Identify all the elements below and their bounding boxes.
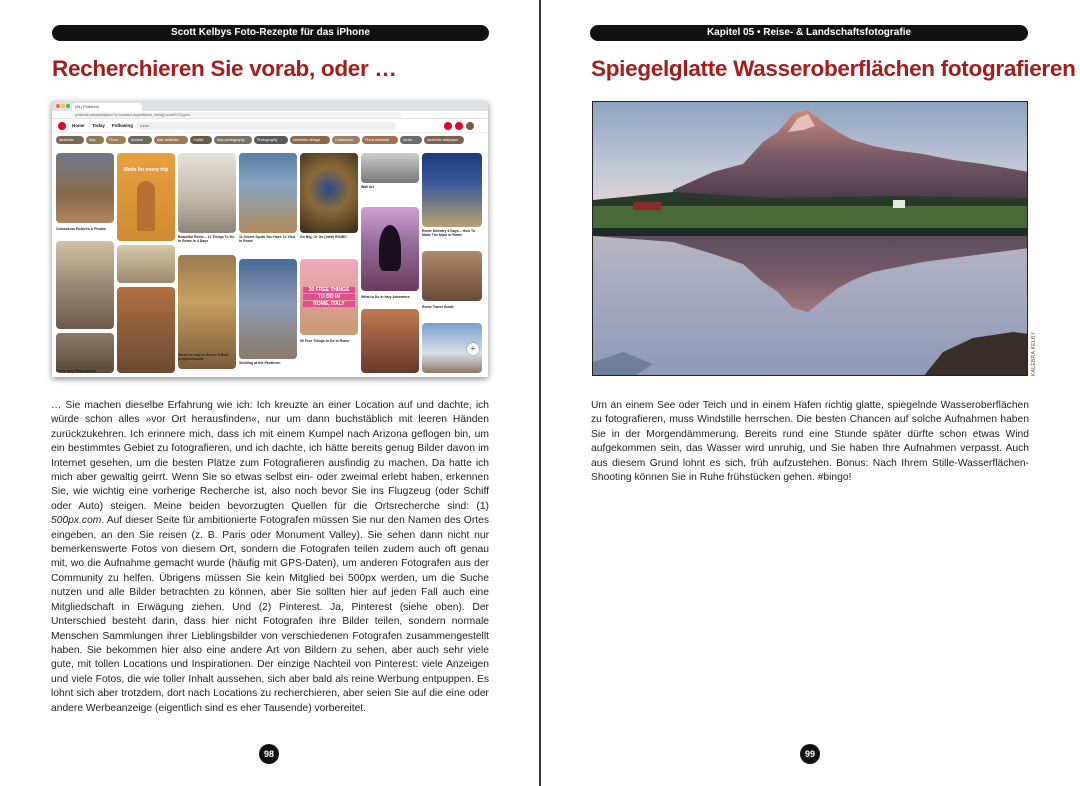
- page-title: Recherchieren Sie vorab, oder …: [52, 56, 397, 81]
- red-house: [633, 202, 661, 210]
- pin-caption: Beautiful Rome – 11 Things To Do In Rome In 4 Days: [178, 235, 235, 243]
- pin-caption: Rome Itinerary 4 Days – How To Make The Most of Rome: [422, 229, 476, 237]
- pin-pantheon: [239, 259, 297, 359]
- pin-ad-woman: [117, 153, 175, 241]
- body-text: [51, 399, 489, 716]
- chip: Photography: [254, 136, 288, 144]
- pin-ruins: [117, 287, 175, 373]
- pin-vatican-stairs: [300, 153, 358, 233]
- pin-street: [56, 333, 114, 373]
- page-number: 98: [259, 744, 279, 764]
- chip: Italy photography: [214, 136, 252, 144]
- pin-caption: Rome Travel Guide: [422, 305, 454, 309]
- ad-text: Made for every trip: [123, 167, 169, 173]
- browser-tabbar: [52, 101, 488, 111]
- notification-icon: [444, 122, 452, 130]
- landscape-illustration: [593, 102, 1028, 376]
- nav-home: Home: [72, 123, 85, 128]
- body-text: Um an einem See oder Teich und in einem Hafen richtig glatte, spiegelnde Wasseroberflächen zu fotografieren, muss Windstille herrschen. Die besten Chancen auf solche Aufnahmen haben Sie in der Morgendämmerung. Bereits rund eine Stunde später dürfte schon etwas Wind aufgekommen sein, das Wasser wird unruhig, und Sie haben Ihre Aufnahmen verpasst. Auch aus diesem Grund lohnt es sich, früh aufzustehen. Bonus: Nach Ihrem Stille-Wasserflächen-Shooting können Sie in Ruhe frühstücken gehen. #bingo!: [591, 400, 1029, 484]
- address-bar: [52, 111, 488, 119]
- silhouette-shape: [379, 225, 401, 271]
- chip: Aesthetic wallpaper: [424, 136, 464, 144]
- ad-figure: [137, 181, 155, 231]
- pin-basilica: [239, 153, 297, 233]
- messages-icon: [455, 122, 463, 130]
- white-house: [893, 200, 905, 208]
- pin-rome-street-sunset: [178, 255, 236, 369]
- pin-interior: [422, 251, 482, 301]
- chip: Aesthetic: [56, 136, 84, 144]
- running-head: Scott Kelbys Foto-Rezepte für das iPhone: [52, 25, 489, 41]
- pin-caption: Wall Art: [361, 185, 374, 189]
- pinterest-nav: [52, 119, 488, 133]
- chip: Aesthetic vintage: [290, 136, 330, 144]
- body-paragraph: … Sie machen dieselbe Erfahrung wie ich: Ich kreuzte an einer Location auf und dachte, ich würde schon alles »vor Ort herausfinden«, nur um dann buchstäblich mit leeren Händen zurückzukehren. Ich erinnere mich, dass ich mit einem Kumpel nach Arizona geflogen bin, um ein bestimmtes Gebiet zu fotografieren, und ich dachte, ich hätte bereits genug Bilder davon im Internet gesehen, um die besten Plätze zum Fotografieren ausfindig zu machen. Da hatte ich mich aber gewaltig geirrt. Wenn Sie so etwas selbst ein- oder zweimal erlebt haben, erkennen Sie, wie wichtig eine vorherige Recherche ist, also noch bevor Sie ins Flugzeug (oder Schiff oder Auto) steigen. Meine beiden bevorzugten Quellen für die Ortsrecherche sind: (1): [51, 400, 489, 512]
- nav-following: Following: [112, 123, 133, 128]
- body-link-500px: 500px.com: [51, 515, 102, 527]
- pin-caption: Go Big, Or Go (Vatti) ROME!: [300, 235, 347, 239]
- nav-today: Today: [92, 123, 105, 128]
- pin-night-church: [422, 153, 482, 227]
- pinterest-screenshot: [52, 101, 488, 377]
- right-page: [540, 0, 1080, 786]
- url-field: pinterest.ca/search/pins/?q=rome&rs=typed&term_meta[]=rome%7Ctyped: [72, 112, 402, 118]
- chip: Colosseum: [332, 136, 360, 144]
- page-number: 99: [800, 744, 820, 764]
- chip: Pizza aesthetic: [362, 136, 398, 144]
- pin-grid: [52, 147, 488, 377]
- pinterest-search-input: rome: [136, 122, 396, 130]
- pin-colosseum: [56, 153, 114, 223]
- poster-line: TO DO IN: [303, 294, 355, 300]
- pin-caption: 11 Secret Spots You Have To Visit In Rome: [239, 235, 295, 243]
- pin-caption: What to Do in Italy Adventure: [361, 295, 410, 299]
- browser-tab: (81) Pinterest: [72, 103, 142, 111]
- pin-caption: 50 Free Things to Do in Rome: [300, 339, 350, 343]
- pin-church-facade: [56, 241, 114, 329]
- pin-wall-art: [361, 153, 419, 183]
- pin-trevi-fountain: [178, 153, 236, 233]
- running-head: Kapitel 05 • Reise- & Landschaftsfotografie: [590, 25, 1028, 41]
- page-title: Spiegelglatte Wasseroberflächen fotografieren: [591, 56, 1076, 81]
- poster-line: 30 FREE THINGS: [303, 287, 355, 293]
- pinterest-logo-icon: [58, 122, 66, 130]
- chip: Italy aesthetic: [154, 136, 188, 144]
- pin-caption: Where to stay in Rome: 8 Best neighborhoods: [178, 353, 229, 361]
- pin-caption: Colosseum Pictures & Photos: [56, 227, 106, 231]
- pin-caption: Strolling at the Pantheon: [239, 361, 281, 365]
- chip: Ancient: [128, 136, 152, 144]
- filter-chips: [52, 133, 488, 147]
- photo-credit: KALEBRA KELBY: [1031, 331, 1037, 376]
- poster-line: ROME, ITALY: [303, 301, 355, 307]
- mountain-reflection-photo: [592, 101, 1028, 376]
- pin-angel-silhouette: [361, 207, 419, 291]
- body-paragraph-rest: . Auf dieser Seite für ambitionierte Fotografen müssen Sie nur den Namen des Ortes eingeben, an den Sie reisen (z. B. Paris oder Monument Valley). Sie sehen dann nicht nur bemerkenswerte Fotos von diesem Ort, sondern die Fotografen teilen zudem auch oft genau mit, wo die Aufnahme gemacht wurde (häufig mit GPS-Daten), um anderen Fotografen aus der Community zu helfen. Übrigens müssen Sie kein Mitglied bei 500px werden, um die Suche nutzen und alle Bilder betrachten zu können, aber Sie sollten hier auf jeden Fall auch eine Mitgliedschaft in Erwägung ziehen. Und (2) Pinterest. Ja, Pinterest (siehe oben). Der Unterschied besteht darin, dass hier nicht Fotografen ihre Bilder teilen, sondern normale Menschen Sammlungen ihrer Lieblingsbilder von verschiedenen Fotografen zusammengestellt haben. Sie bekommen hier also eine andere Art von Bildern zu sehen, aber auch sehr viele gute, mit tollen Locations und Inspirationen. Der einzige Nachteil von Pinterest: viele Anzeigen und viele Fotos, die wie toller Inhalt aussehen, sich aber bald als reine Werbung entpuppen. Es lohnt sich aber trotzdem, dort nach Locations zu recherchieren, aber seien Sie auf die eine oder andere Werbeanzeige (eigentlich sind es eher Tausende) vorbereitet.: [51, 515, 489, 714]
- pin-fountain-bottom: [117, 245, 175, 283]
- add-icon: +: [467, 343, 479, 355]
- chip: Outfits: [190, 136, 212, 144]
- chip: Aesth…: [400, 136, 422, 144]
- avatar: [466, 122, 474, 130]
- chip: Pizza: [106, 136, 126, 144]
- chip: Italy: [86, 136, 104, 144]
- pin-caption: Rome Italy Photography: [56, 369, 97, 373]
- shoreline: [593, 228, 1028, 236]
- pin-rooftops: [361, 309, 419, 373]
- pin-poster: [300, 259, 358, 335]
